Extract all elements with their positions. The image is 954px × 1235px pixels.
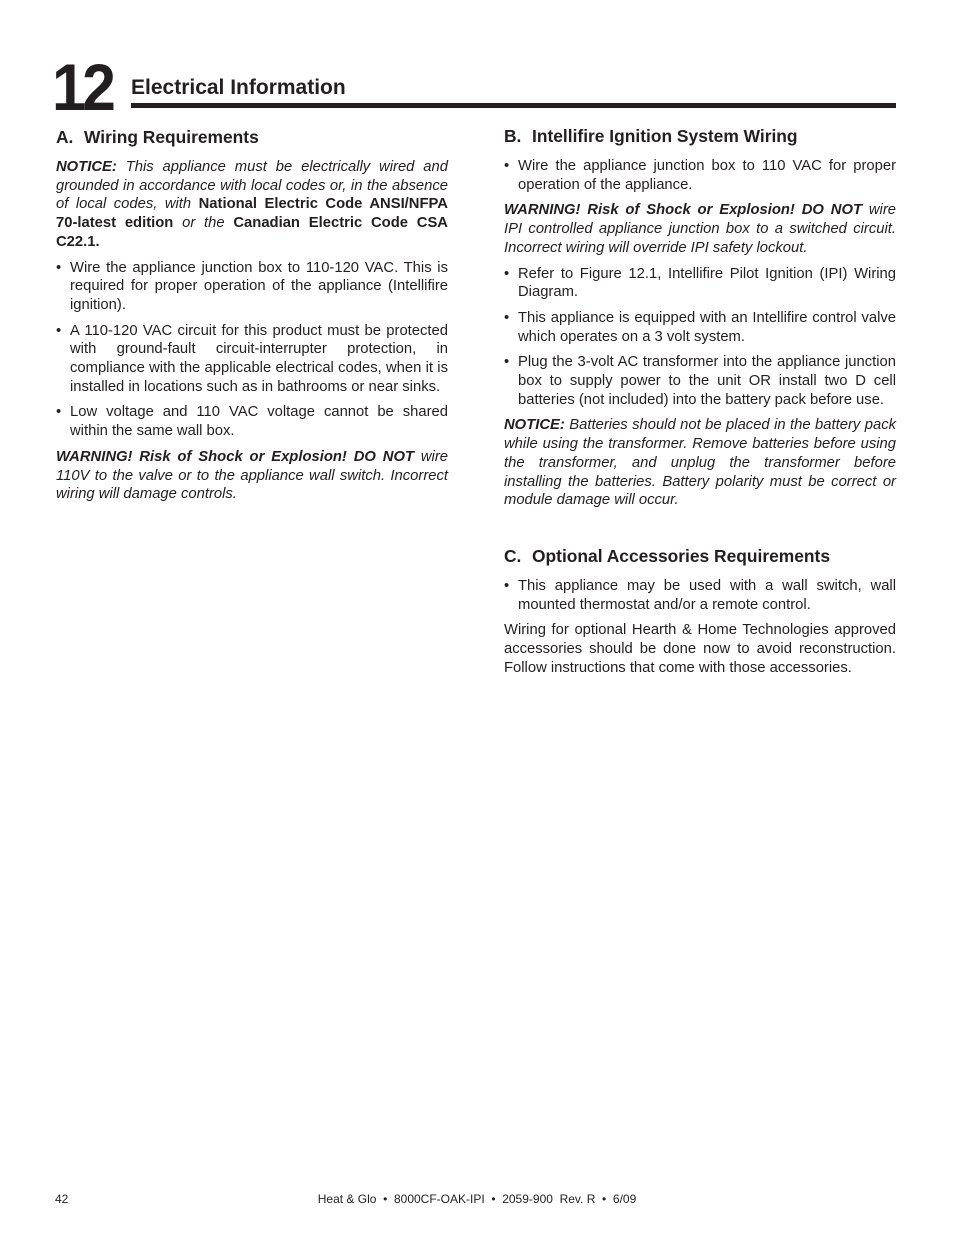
page-number: 42: [55, 1192, 69, 1206]
list-item: [504, 309, 896, 346]
list-item-text: Wire the appliance junction box to 110-120 VAC. This is required for proper operation of the appliance (Intellifire ignition).: [70, 259, 448, 313]
bullet-glyph: •: [504, 354, 510, 371]
section-a-heading: [56, 126, 448, 148]
section-a-title: Wiring Requirements: [84, 127, 259, 147]
section-c-paragraph: Wiring for optional Hearth & Home Technologies approved accessories should be done now to avoid reconstruction. Follow instructions that come with those accessories.: [504, 622, 896, 676]
warning-label: WARNING! Risk of Shock or Explosion! DO NOT: [504, 202, 862, 219]
list-item-text: Refer to Figure 12.1, Intellifire Pilot Ignition (IPI) Wiring Diagram.: [518, 265, 896, 301]
list-item: [504, 577, 896, 614]
notice-label: NOTICE:: [56, 159, 117, 175]
bullet-glyph: •: [56, 259, 62, 276]
notice-code-nec: National Electric Code ANSI/NFPA 70-latest edition: [56, 196, 448, 232]
section-b-heading: [504, 125, 896, 147]
section-a-bullet-list: [56, 259, 448, 441]
list-item: [504, 353, 896, 409]
section-c: [504, 545, 896, 678]
bullet-glyph: •: [504, 309, 510, 326]
warning-text: wire IPI controlled appliance junction box to a switched circuit. Incorrect wiring will override IPI safety lockout.: [504, 202, 896, 256]
section-b-notice: [504, 416, 896, 510]
section-c-heading: [504, 545, 896, 567]
page-footer: Heat & Glo • 8000CF-OAK-IPI • 2059-900 Rev. R • 6/09: [317, 1192, 637, 1206]
section-b-letter: B.: [504, 126, 522, 146]
section-c-title: Optional Accessories Requirements: [532, 546, 830, 566]
section-c-bullet-list: [504, 577, 896, 614]
list-item-text: Wire the appliance junction box to 110 VAC for proper operation of the appliance.: [518, 158, 896, 193]
section-a: [56, 126, 448, 511]
notice-text: This appliance must be electrically wired and grounded in accordance with local codes or, in the absence of local codes, with: [56, 159, 448, 213]
notice-label: NOTICE:: [504, 417, 565, 434]
section-c-letter: C.: [504, 546, 522, 566]
chapter-rule: [131, 103, 896, 108]
warning-label: WARNING! Risk of Shock or Explosion! DO NOT: [56, 448, 414, 465]
list-item-text: This appliance may be used with a wall switch, wall mounted thermostat and/or a remote control.: [518, 578, 896, 613]
list-item-text: Low voltage and 110 VAC voltage cannot be shared within the same wall box.: [70, 404, 448, 440]
notice-text: Batteries should not be placed in the battery pack while using the transformer. Remove batteries before using the transformer, and unplug the transformer before installing the batteries. Battery polarity must be correct or module damage will occur.: [504, 417, 896, 509]
bullet-glyph: •: [504, 578, 510, 594]
section-b: [504, 125, 896, 517]
chapter-title: Electrical Information: [131, 76, 346, 99]
bullet-glyph: •: [504, 158, 510, 174]
section-a-notice: [56, 158, 448, 252]
notice-code-cec: Canadian Electric Code CSA C22.1.: [56, 215, 448, 250]
list-item-text: Plug the 3-volt AC transformer into the appliance junction box to supply power to the unit OR install two D cell batteries (not included) into the battery pack before use.: [518, 354, 896, 408]
list-item-text: This appliance is equipped with an Intellifire control valve which operates on a 3 volt system.: [518, 309, 896, 345]
section-b-bullet-list-1: [504, 157, 896, 194]
section-b-title: Intellifire Ignition System Wiring: [532, 126, 798, 146]
section-a-letter: A.: [56, 127, 74, 147]
list-item-text: A 110-120 VAC circuit for this product must be protected with ground-fault circuit-interrupter protection, in compliance with the applicable electrical codes, when it is installed in locations such as in bathrooms or near sinks.: [70, 322, 448, 395]
list-item: [504, 265, 896, 302]
list-item: [56, 322, 448, 397]
bullet-glyph: •: [504, 265, 510, 282]
warning-text: wire 110V to the valve or to the appliance wall switch. Incorrect wiring will damage controls.: [56, 448, 448, 503]
chapter-number: 12: [52, 50, 113, 124]
list-item: [56, 259, 448, 315]
section-b-warning: [504, 201, 896, 257]
section-a-warning: [56, 448, 448, 504]
list-item: [56, 403, 448, 440]
bullet-glyph: •: [56, 404, 62, 421]
bullet-glyph: •: [56, 322, 62, 339]
list-item: [504, 157, 896, 194]
notice-text-or: or the: [173, 215, 234, 232]
section-b-bullet-list-2: [504, 265, 896, 410]
